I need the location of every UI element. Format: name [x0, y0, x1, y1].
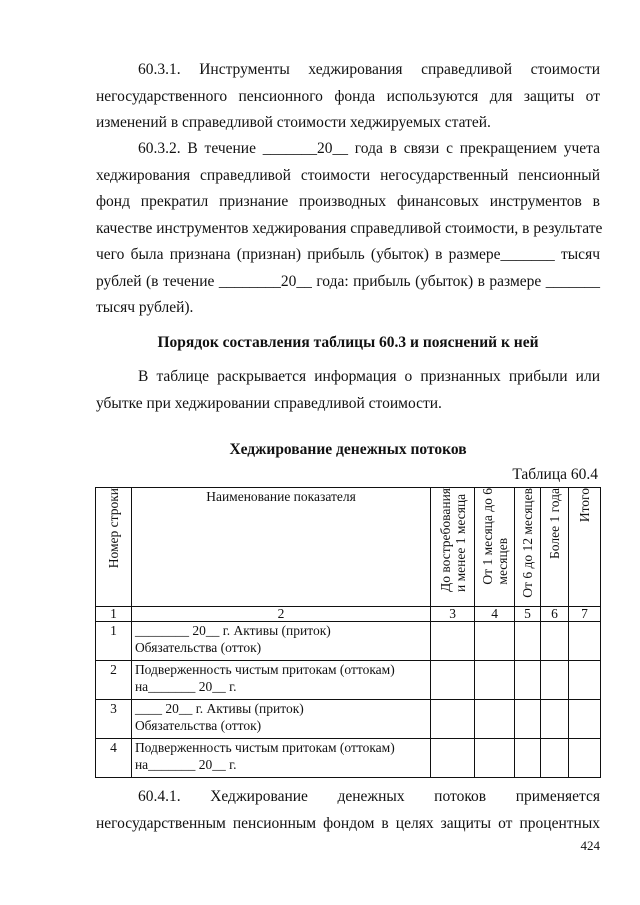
- column-number: 6: [541, 607, 569, 622]
- row-indicator: ________ 20__ г. Активы (приток) Обязательства (отток): [131, 622, 430, 661]
- empty-cell: [475, 700, 515, 739]
- column-number: 2: [131, 607, 430, 622]
- header-total: Итого: [569, 488, 601, 607]
- page-number: 424: [580, 838, 600, 853]
- text-line: изменений в справедливой стоимости хеджируемых статей.: [96, 114, 491, 131]
- text-line: тысяч рублей).: [96, 299, 194, 316]
- table-row: [96, 700, 601, 739]
- text-line: фонд прекратил признание производных финансовых инструментов в: [96, 193, 600, 210]
- header-on-demand: До востребования и менее 1 месяца: [431, 488, 475, 607]
- empty-cell: [475, 739, 515, 778]
- text-line: негосударственного пенсионного фонда используются для защиты от: [96, 87, 600, 105]
- empty-cell: [569, 739, 601, 778]
- row-number: 3: [96, 700, 132, 739]
- empty-cell: [541, 739, 569, 778]
- text-line: 60.4.1. Хеджирование денежных потоков применяется: [138, 788, 600, 805]
- empty-cell: [431, 622, 475, 661]
- text-line: рублей (в течение ________20__ года: прибыль (убыток) в размере _______: [96, 272, 600, 290]
- header-row-number: Номер строки: [96, 488, 132, 607]
- table-label: Таблица 60.4: [512, 466, 598, 483]
- row-indicator: ____ 20__ г. Активы (приток) Обязательства (отток): [131, 700, 430, 739]
- paragraph-60-3-1: [96, 57, 600, 137]
- header-indicator: Наименование показателя: [131, 488, 430, 607]
- row-indicator: Подверженность чистым притокам (оттокам) на_______ 20__ г.: [131, 661, 430, 700]
- empty-cell: [569, 661, 601, 700]
- empty-cell: [475, 622, 515, 661]
- column-number: 3: [431, 607, 475, 622]
- empty-cell: [569, 622, 601, 661]
- text-line: 60.3.1. Инструменты хеджирования справедливой стоимости: [138, 61, 600, 78]
- cash-flow-hedging-table: [95, 487, 601, 778]
- paragraph-60-3-2: [96, 136, 603, 322]
- paragraph-table-explanation: [96, 364, 600, 417]
- text-line: чего была признана (признан) прибыль (убыток) в размере_______ тысяч: [96, 246, 600, 263]
- text-line: 60.3.2. В течение _______20__ года в связи с прекращением учета: [138, 140, 600, 157]
- column-number: 5: [515, 607, 541, 622]
- empty-cell: [431, 700, 475, 739]
- text-line: негосударственным пенсионным фондом в целях защиты от процентных: [96, 814, 600, 832]
- empty-cell: [569, 700, 601, 739]
- header-over-1-year: Более 1 года: [541, 488, 569, 607]
- row-number: 2: [96, 661, 132, 700]
- row-indicator: Подверженность чистым притокам (оттокам) на_______ 20__ г.: [131, 739, 430, 778]
- empty-cell: [515, 739, 541, 778]
- empty-cell: [541, 700, 569, 739]
- section-heading: Порядок составления таблицы 60.3 и пояснений к ней: [157, 334, 539, 351]
- header-1-to-6-months: От 1 месяца до 6 месяцев: [475, 488, 515, 607]
- column-number-row: [96, 607, 601, 622]
- table-header-row: [96, 488, 601, 607]
- table-title: Хеджирование денежных потоков: [229, 441, 467, 458]
- text-line: убытке при хеджировании справедливой стоимости.: [96, 394, 442, 412]
- row-number: 1: [96, 622, 132, 661]
- row-number: 4: [96, 739, 132, 778]
- empty-cell: [515, 622, 541, 661]
- empty-cell: [475, 661, 515, 700]
- table-row: [96, 622, 601, 661]
- column-number: 1: [96, 607, 132, 622]
- column-number: 7: [569, 607, 601, 622]
- table-row: [96, 739, 601, 778]
- empty-cell: [541, 622, 569, 661]
- empty-cell: [541, 661, 569, 700]
- empty-cell: [431, 661, 475, 700]
- text-line: качестве инструментов хеджирования справедливой стоимости, в результате: [96, 219, 603, 237]
- text-line: В таблице раскрывается информация о признанных прибыли или: [138, 368, 600, 385]
- table-row: [96, 661, 601, 700]
- empty-cell: [515, 700, 541, 739]
- empty-cell: [431, 739, 475, 778]
- text-line: хеджирования справедливой стоимости негосударственный пенсионный: [96, 166, 600, 184]
- empty-cell: [515, 661, 541, 700]
- paragraph-60-4-1: [96, 784, 600, 837]
- header-6-to-12-months: От 6 до 12 месяцев: [515, 488, 541, 607]
- column-number: 4: [475, 607, 515, 622]
